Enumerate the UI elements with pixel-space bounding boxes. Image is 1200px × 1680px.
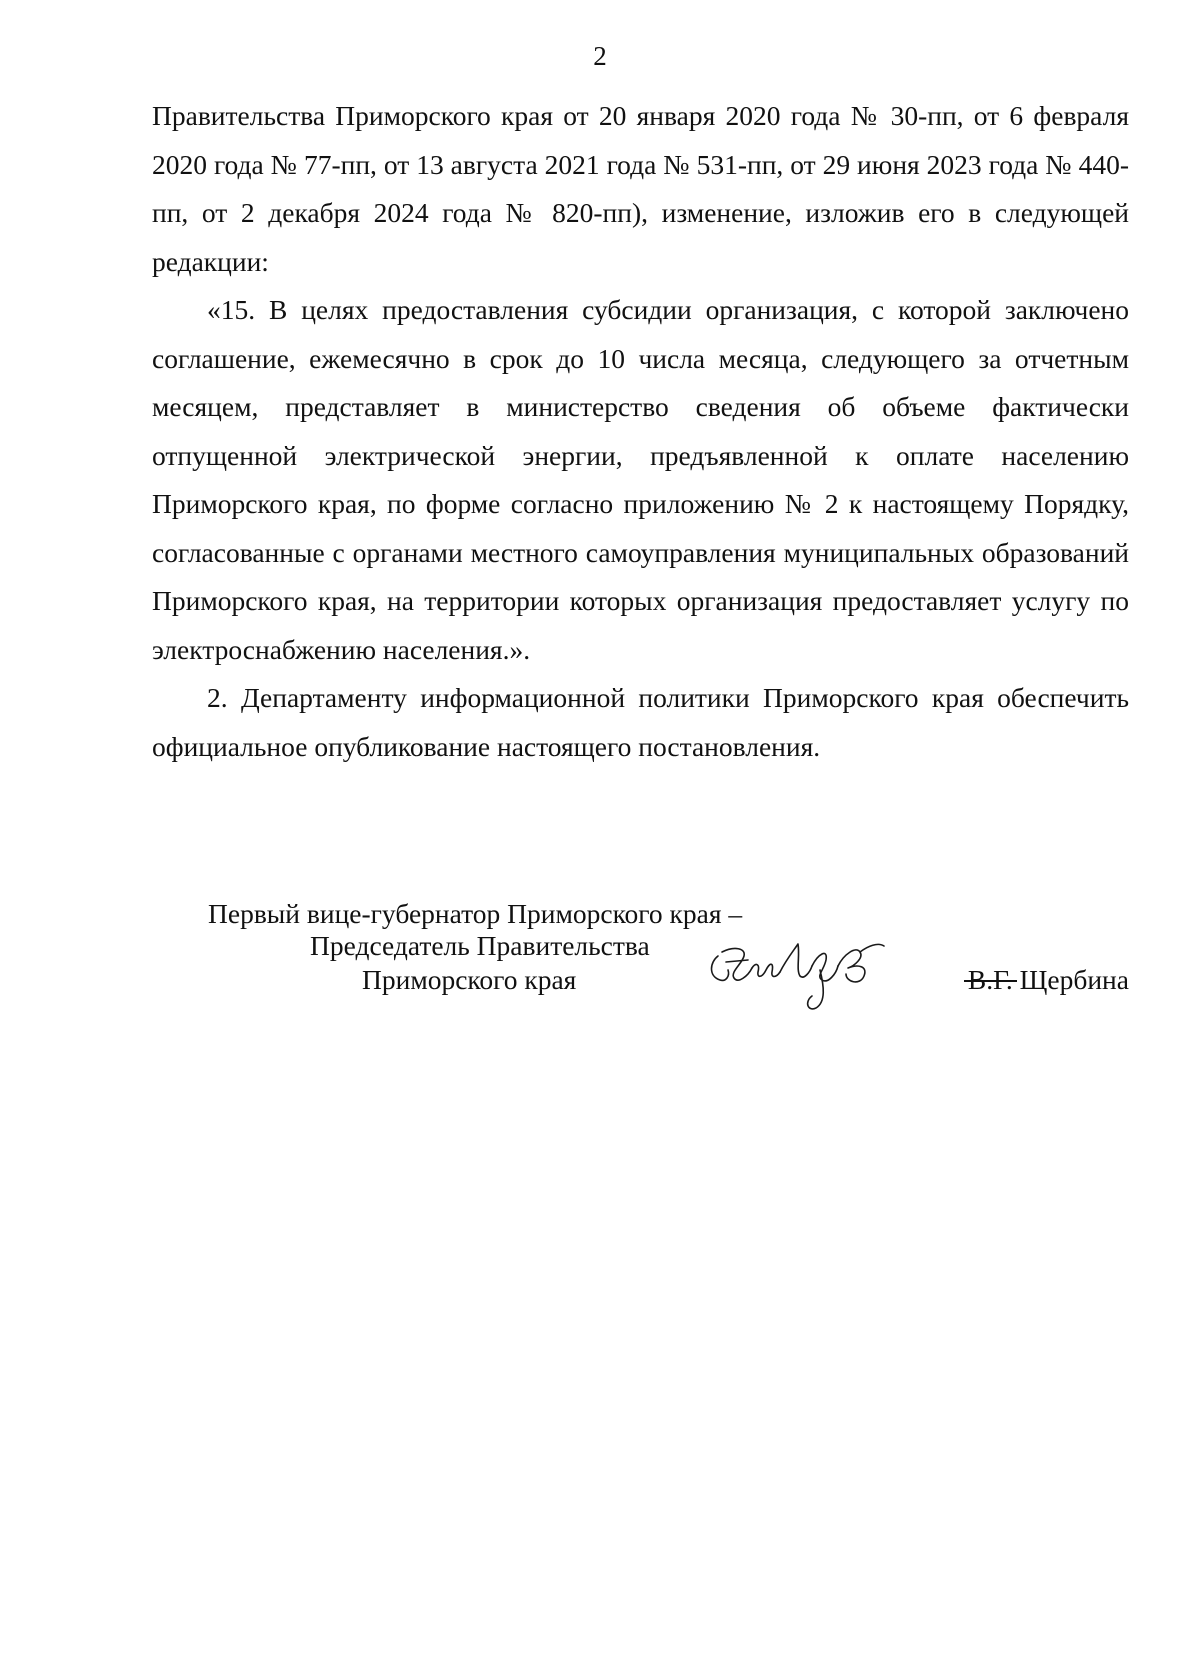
signatory-surname: Щербина <box>1019 964 1129 995</box>
signatory-title-line-2: Председатель Правительства <box>310 930 650 961</box>
page-number: 2 <box>593 41 607 71</box>
handwritten-signature <box>700 926 910 1016</box>
signature-block <box>0 898 1200 1008</box>
paragraph-item-2: 2. Департаменту информационной политики Приморского края обеспечить официальное опубликование настоящего постановления. <box>152 682 1129 762</box>
signatory-name <box>968 964 1129 996</box>
signatory-title-line-1: Первый вице-губернатор Приморского края – <box>208 898 743 929</box>
signatory-title-line-3: Приморского края <box>362 964 577 995</box>
paragraph-continuation: Правительства Приморского края от 20 января 2020 года № 30-пп, от 6 февраля 2020 года № 77-пп, от 13 августа 2021 года № 531-пп, от 29 июня 2023 года № 440-пп, от 2 декабря 2024 года № 820-пп), изменение, изложив его в следующей редакции: <box>152 100 1129 277</box>
paragraph-clause-15: «15. В целях предоставления субсидии организация, с которой заключено соглашение, ежемесячно в срок до 10 числа месяца, следующего за отчетным месяцем, представляет в министерство сведения об объеме фактически отпущенной электрической энергии, предъявленной к оплате населению Приморского края, по форме согласно приложению № 2 к настоящему Порядку, согласованные с органами местного самоуправления муниципальных образований Приморского края, на территории которых организация предоставляет услугу по электроснабжению населения.». <box>152 294 1129 665</box>
document-body <box>152 92 1129 771</box>
signatory-initials: В.Г. <box>967 964 1013 995</box>
